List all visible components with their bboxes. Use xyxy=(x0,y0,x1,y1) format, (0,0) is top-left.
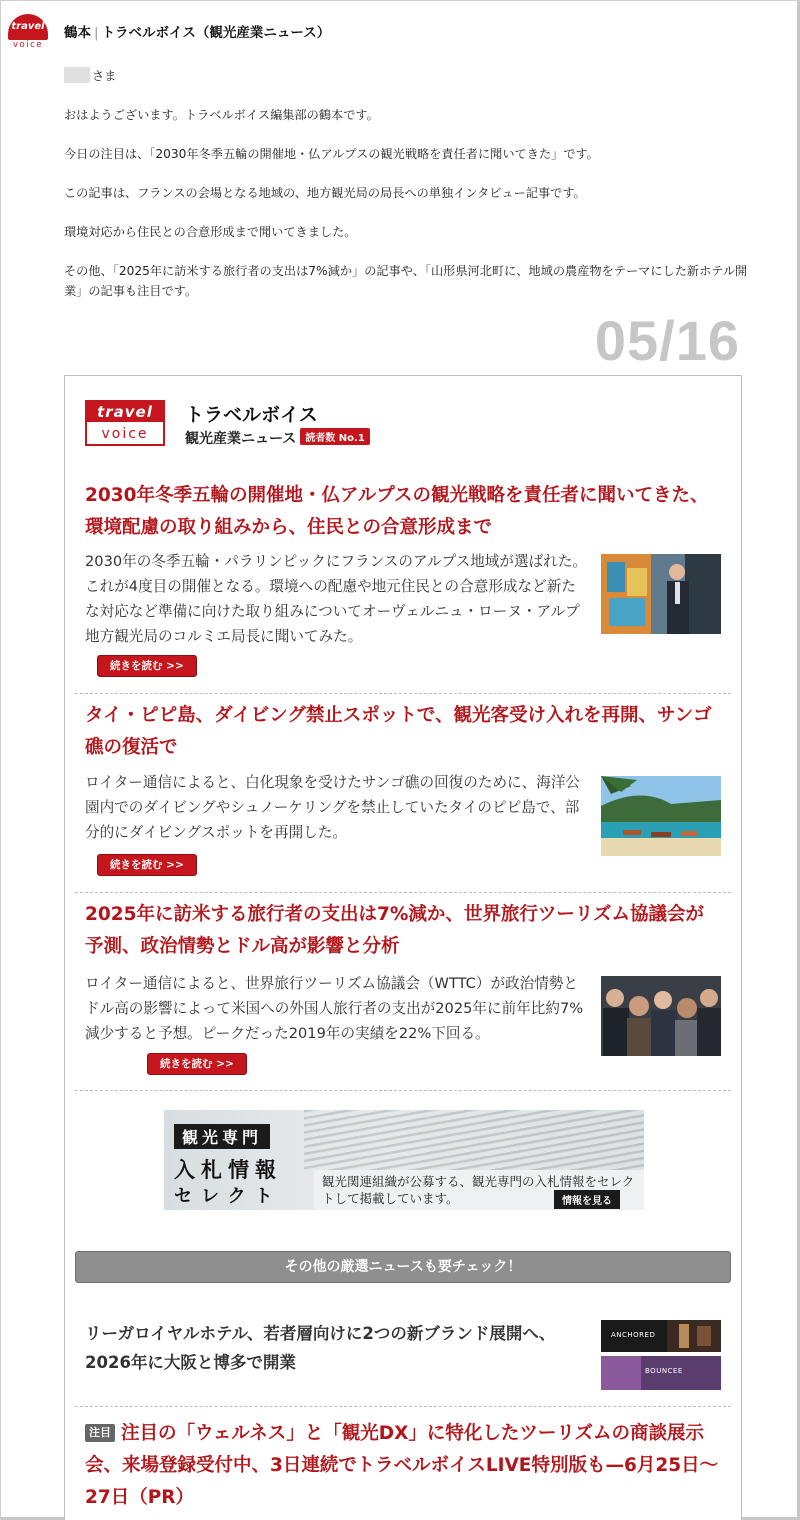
intro-paragraph: この記事は、フランスの会場となる地域の、地方観光局の局長への単独インタビュー記事です。 xyxy=(64,186,586,200)
email-header xyxy=(0,0,800,54)
newspaper-decoration xyxy=(304,1110,644,1170)
salutation-text: さま xyxy=(92,69,117,83)
brand-logo-bottom-text: voice xyxy=(101,426,149,442)
banner-description: 観光関連組織が公募する、観光専門の入札情報をセレクトして掲載しています。 xyxy=(314,1170,644,1210)
beach-photo-icon[interactable] xyxy=(601,776,721,856)
email-intro xyxy=(64,66,754,320)
redacted-name xyxy=(64,67,90,83)
article-item xyxy=(75,694,731,893)
intro-paragraph: 今日の注目は、「2030年冬季五輪の開催地・仏アルプスの観光戦略を責任者に聞いてきた」です。 xyxy=(64,147,599,161)
interview-photo-icon[interactable] xyxy=(601,554,721,634)
read-more-button[interactable]: 続きを読む >> xyxy=(97,854,197,876)
article-summary: ロイター通信によると、世界旅行ツーリズム協議会（WTTC）が政治情勢とドル高の影響によって米国への外国人旅行者の支出が2025年に前年比約7%減少すると予想。ピークだった2019年の実績を22%下回る。 xyxy=(85,975,584,1042)
sender-line xyxy=(64,21,330,41)
read-more-button[interactable]: 続きを読む >> xyxy=(147,1053,247,1075)
article-title-link[interactable]: タイ・ピピ島、ダイビング禁止スポットで、観光客受け入れを再開、サンゴ礁の復活で xyxy=(85,705,712,758)
crowd-photo-icon[interactable] xyxy=(601,976,721,1056)
sender-logo xyxy=(8,14,48,52)
salutation xyxy=(64,66,754,86)
banner-line-1: 観光専門 xyxy=(174,1124,270,1149)
banner-view-button[interactable]: 情報を見る xyxy=(554,1190,620,1209)
article-summary: 2030年の冬季五輪・パラリンピックにフランスのアルプス地域が選ばれた。これが4度目の開催となる。環境への配慮や地元住民との合意形成など新たな対応など準備に向けた取り組みについてオーヴェルニュ・ローヌ・アルプ地方観光局のコルミエ局長に聞いてみた。 xyxy=(85,553,587,645)
sender-separator: | xyxy=(94,25,99,41)
issue-date: 05/16 xyxy=(594,309,740,372)
divider xyxy=(75,1406,731,1407)
other-news-header: その他の厳選ニュースも要チェック！ xyxy=(75,1251,731,1283)
brand-name: トラベルボイス xyxy=(185,404,318,426)
article-summary: ロイター通信によると、白化現象を受けたサンゴ礁の回復のために、海洋公園内でのダイビングやシュノーケリングを禁止していたタイのピピ島で、部分的にダイビングスポットを再開した。 xyxy=(85,774,581,841)
thumb-label-bouncee: BOUNCEE xyxy=(645,1367,683,1375)
read-more-button[interactable]: 続きを読む >> xyxy=(97,655,197,677)
sender-publication: トラベルボイス（観光産業ニュース） xyxy=(101,25,331,41)
article-title-link[interactable]: 2025年に訪米する旅行者の支出は7%減か、世界旅行ツーリズム協議会が予測、政治情勢とドル高が影響と分析 xyxy=(85,904,705,957)
featured-tag: 注目 xyxy=(85,1424,115,1442)
other-news-title-link[interactable]: リーガロイヤルホテル、若者層向けに2つの新ブランド展開へ、2026年に大阪と博多で開業 xyxy=(85,1324,556,1372)
article-item xyxy=(75,476,731,694)
article-title-link[interactable]: 2030年冬季五輪の開催地・仏アルプスの観光戦略を責任者に聞いてきた、環境配慮の取り組みから、住民との合意形成まで xyxy=(85,485,709,538)
sender-logo-top-text: travel xyxy=(11,21,45,32)
brand-header xyxy=(85,396,485,456)
banner-line-2: 入札情報 xyxy=(174,1158,282,1182)
brand-logo[interactable] xyxy=(85,400,165,446)
featured-news-title-link[interactable] xyxy=(85,1418,725,1514)
intro-paragraph: おはようございます。トラベルボイス編集部の鶴本です。 xyxy=(64,108,379,122)
brand-logo-top-text: travel xyxy=(87,402,163,422)
intro-paragraph: その他、「2025年に訪米する旅行者の支出は7%減か」の記事や、「山形県河北町に、地域の農産物をテーマにした新ホテル開業」の記事も注目です。 xyxy=(64,264,748,298)
reader-count-badge: 読者数 No.1 xyxy=(300,428,369,445)
newsletter-box xyxy=(64,375,742,1520)
article-item xyxy=(75,893,731,1091)
thumb-label-anchored: ANCHORED xyxy=(611,1331,656,1339)
bid-info-banner[interactable] xyxy=(164,1110,644,1210)
sender-logo-bottom-text: voice xyxy=(13,40,43,50)
featured-news-title-text: 注目の「ウェルネス」と「観光DX」に特化したツーリズムの商談展示会、来場登録受付中、3日連続でトラベルボイスLIVE特別版も—6月25日〜27日（PR） xyxy=(85,1423,719,1508)
banner-line-3: セレクト xyxy=(174,1186,282,1207)
brand-subtitle-text: 観光産業ニュース xyxy=(185,431,297,447)
intro-paragraph: 環境対応から住民との合意形成まで聞いてきました。 xyxy=(64,225,357,239)
brand-subtitle xyxy=(185,428,370,448)
sender-name: 鶴本 xyxy=(64,25,91,41)
